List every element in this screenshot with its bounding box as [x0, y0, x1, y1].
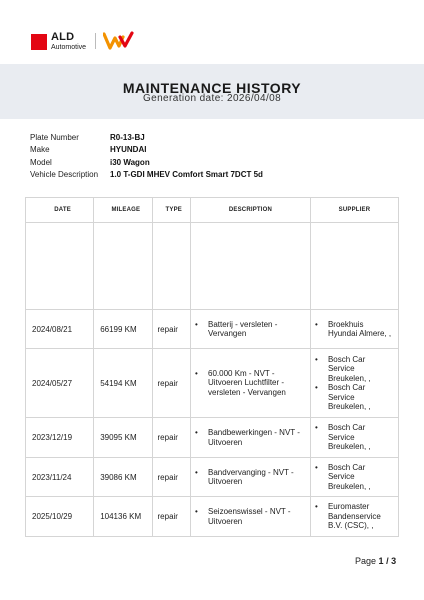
generation-date: Generation date: 2026/04/08 [142, 93, 282, 104]
ald-red-square-icon [31, 34, 47, 50]
cell-mileage: 54194 KM [94, 349, 152, 418]
column-header-type: TYPE [152, 198, 191, 223]
partner-logo-icon [103, 31, 135, 56]
cell-mileage: 66199 KM [94, 310, 152, 349]
page-indicator [355, 556, 396, 566]
top-header [0, 0, 424, 64]
cell-type: repair [152, 418, 191, 458]
ald-logo-subtitle: Automotive [51, 44, 87, 51]
cell-date: 2024/08/21 [26, 310, 94, 349]
logo-divider [95, 33, 96, 49]
description-item: • Batterij - versleten - Vervangen [195, 320, 304, 339]
cell-supplier [310, 497, 398, 537]
cell-supplier [310, 458, 398, 497]
cell-type: repair [152, 497, 191, 537]
ald-logo-title: ALD [51, 31, 75, 43]
plate-number-label: Plate Number [30, 132, 79, 142]
page-title: MAINTENANCE HISTORY [122, 80, 302, 96]
supplier-item: • Bosch Car Service Breukelen, , [315, 383, 392, 412]
vehicle-info [30, 131, 400, 181]
page-current: 1 [378, 556, 384, 566]
description-item: • Bandvervanging - NVT - Uitvoeren [195, 468, 304, 487]
table-row [26, 349, 399, 418]
description-item: • Seizoenswissel - NVT - Uitvoeren [195, 507, 304, 526]
supplier-item: • Broekhuis Hyundai Almere, , [315, 320, 392, 339]
supplier-item: • Bosch Car Service Breukelen, , [315, 423, 392, 452]
supplier-item: • Euromaster Bandenservice B.V. (CSC), , [315, 502, 392, 531]
cell-supplier [310, 310, 398, 349]
cell-supplier [310, 418, 398, 458]
vehicle-description-value: 1.0 T-GDI MHEV Comfort Smart 7DCT 5d [110, 170, 263, 180]
cell-date: 2023/12/19 [26, 418, 94, 458]
table-row-empty [26, 223, 399, 310]
cell-type: repair [152, 349, 191, 418]
model-value: i30 Wagon [110, 157, 150, 167]
ald-automotive-logo [31, 32, 86, 51]
cell-type: repair [152, 458, 191, 497]
supplier-item: • Bosch Car Service Breukelen, , [315, 355, 392, 384]
description-item: • 60.000 Km - NVT - Uitvoeren Luchtfilter - versleten - Vervangen [195, 369, 304, 398]
table-row [26, 458, 399, 497]
cell-description [191, 497, 311, 537]
description-item: • Bandbewerkingen - NVT - Uitvoeren [195, 428, 304, 447]
model-label: Model [30, 157, 52, 167]
cell-date: 2024/05/27 [26, 349, 94, 418]
cell-mileage: 39095 KM [94, 418, 152, 458]
page-separator: / [386, 556, 389, 566]
supplier-item: • Bosch Car Service Breukelen, , [315, 463, 392, 492]
cell-description [191, 349, 311, 418]
cell-description [191, 310, 311, 349]
table-header-row [26, 198, 399, 223]
page-prefix: Page [355, 556, 377, 566]
cell-description [191, 458, 311, 497]
vehicle-row-plate [30, 131, 400, 144]
vehicle-description-label: Vehicle Description [30, 170, 99, 180]
column-header-description: DESCRIPTION [191, 198, 311, 223]
cell-supplier [310, 349, 398, 418]
cell-type: repair [152, 310, 191, 349]
make-value: HYUNDAI [110, 145, 147, 155]
plate-number-value: R0-13-BJ [110, 132, 145, 142]
cell-date: 2025/10/29 [26, 497, 94, 537]
column-header-date: DATE [26, 198, 94, 223]
cell-description [191, 418, 311, 458]
column-header-supplier: SUPPLIER [310, 198, 398, 223]
table-row [26, 310, 399, 349]
vehicle-row-description [30, 169, 400, 182]
make-label: Make [30, 145, 50, 155]
cell-date: 2023/11/24 [26, 458, 94, 497]
vehicle-row-model [30, 156, 400, 169]
table-row [26, 497, 399, 537]
page-total: 3 [391, 556, 397, 566]
maintenance-table [25, 197, 399, 537]
column-header-mileage: MILEAGE [94, 198, 152, 223]
cell-mileage: 104136 KM [94, 497, 152, 537]
table-row [26, 418, 399, 458]
cell-mileage: 39086 KM [94, 458, 152, 497]
vehicle-row-make [30, 144, 400, 157]
